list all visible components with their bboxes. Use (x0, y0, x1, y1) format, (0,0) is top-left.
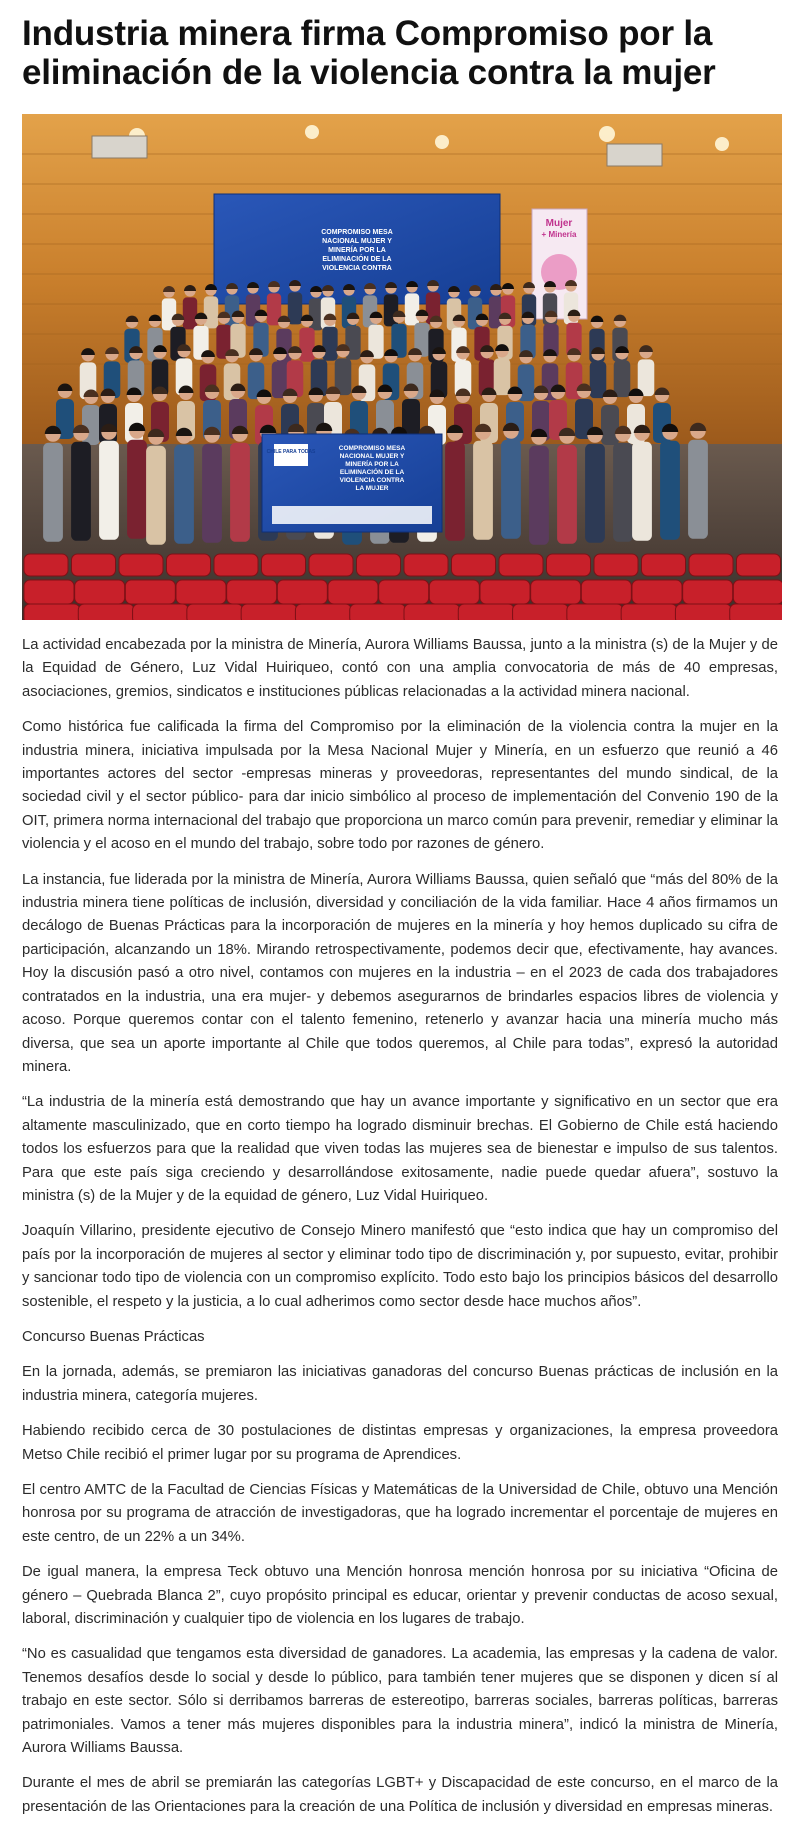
paragraph-1: La actividad encabezada por la ministra de Minería, Aurora Williams Baussa, junto a la ministra (s) de la Mujer y de la Equidad de Género, Luz Vidal Huiriqueo, contó con una amplia convocatoria de más de 40 empresas, asociaciones, gremios, sindicatos e instituciones públicas relacionadas a la actividad minera nacional. (22, 637, 778, 700)
auditorium-seat (429, 580, 479, 604)
auditorium-seat (594, 554, 638, 576)
auditorium-seat (621, 604, 677, 620)
auditorium-seat (632, 580, 682, 604)
crowd-person (183, 285, 197, 329)
auditorium-seat (642, 554, 686, 576)
auditorium-seat (379, 580, 429, 604)
article-title: Industria minera firma Compromiso por la eliminación de la violencia contra la mujer (22, 14, 716, 92)
auditorium-seat (350, 604, 406, 620)
section-subheading: Concurso Buenas Prácticas (22, 1328, 205, 1345)
paragraph-7: Habiendo recibido cerca de 30 postulaciones de distintas empresas y organizaciones, la empresa proveedora Metso Chile recibió el primer lugar por su programa de Aprendices. (22, 1423, 778, 1463)
auditorium-seat (675, 604, 731, 620)
auditorium-seat (24, 580, 74, 604)
front-banner-line-3: ELIMINACIÓN DE LA (339, 469, 405, 476)
auditorium-seat (737, 554, 781, 576)
auditorium-seat (227, 580, 277, 604)
auditorium-seat (513, 604, 569, 620)
paragraph-4: “La industria de la minería está demostrando que hay un avance importante y significativo en un sector que era altamente masculinizado, que en corto tiempo ha logrado disminuir brechas. El Gobierno de Chile está haciendo todos los esfuerzos para que la realidad que viven todas las mujeres sea de bienestar e impulso de sus talentos. Para que este país siga creciendo y desarrollándose exitosamente, nadie puede quedar afuera”, sostuvo la ministra (s) de la Mujer y de la equidad de género, Luz Vidal Huiriqueo. (22, 1094, 778, 1204)
auditorium-seat (404, 554, 448, 576)
auditorium-seat (499, 554, 543, 576)
paragraph-6: En la jornada, además, se premiaron las iniciativas ganadoras del concurso Buenas prácticas de inclusión en la industria minera, categoría mujeres. (22, 1364, 778, 1404)
auditorium-seat (547, 554, 591, 576)
auditorium-seat (733, 580, 782, 604)
auditorium-seat (119, 554, 163, 576)
auditorium-seat (24, 554, 68, 576)
auditorium-seat (567, 604, 623, 620)
auditorium-seat (309, 554, 353, 576)
crowd-person (335, 344, 352, 395)
auditorium-seat (581, 580, 631, 604)
poster-line-1: + Minería (541, 230, 577, 239)
back-banner-line-2: MINERÍA POR LA (328, 247, 386, 254)
back-banner-line-1: NACIONAL MUJER Y (322, 238, 392, 245)
auditorium-seat (328, 580, 378, 604)
paragraph-11: Durante el mes de abril se premiarán las categorías LGBT+ y Discapacidad de este concurso, en el marco de la presentación de las Orientaciones para la creación de una Política de inclusión y diversidad en empresas mineras. (22, 1775, 778, 1815)
front-banner-logo: CHILE PARA TODAS (266, 449, 316, 455)
group-photo (22, 114, 782, 620)
auditorium-seat (214, 554, 258, 576)
auditorium-seat (458, 604, 514, 620)
back-banner-line-0: COMPROMISO MESA (321, 229, 393, 236)
auditorium-seat (133, 604, 189, 620)
auditorium-seat (176, 580, 226, 604)
crowd-person (288, 280, 302, 324)
auditorium-seat (72, 554, 116, 576)
auditorium-seat (75, 580, 125, 604)
front-banner-line-1: NACIONAL MUJER Y (339, 453, 405, 460)
auditorium-seat (452, 554, 496, 576)
auditorium-seat (125, 580, 175, 604)
auditorium-seat (277, 580, 327, 604)
auditorium-seat (531, 580, 581, 604)
front-banner-line-0: COMPROMISO MESA (338, 445, 406, 452)
crowd-person (299, 315, 314, 362)
auditorium-seat (357, 554, 401, 576)
back-banner-line-3: ELIMINACIÓN DE LA (322, 256, 392, 263)
paragraph-10: “No es casualidad que tengamos esta diversidad de ganadores. La academia, las empresas y la cadena de valor. Tenemos desafíos desde lo social y desde lo público, para también tener mujeres que se disponen y dicen sí al trabajo en este sector. Sólo si derribamos barreras de estereotipo, barreras sociales, barreras políticas, barreras patrimoniales. Vamos a tener más mujeres disponibles para la industria minera”, indicó la ministra de Minería, Aurora Williams Baussa. (22, 1646, 778, 1757)
crowd-person (590, 347, 607, 398)
front-banner-line-4: VIOLENCIA CONTRA (339, 477, 405, 484)
paragraph-8: El centro AMTC de la Facultad de Ciencias Físicas y Matemáticas de la Universidad de Chile, obtuvo una Mención honrosa por su programa de atracción de investigadoras, que ha logrado incrementar el porcentaje de mujeres en este centro, de un 22% a un 34%. (22, 1482, 778, 1545)
front-banner-line-2: MINERÍA POR LA (345, 461, 399, 468)
article-body (22, 634, 778, 1819)
auditorium-seat (187, 604, 243, 620)
poster-line-0: Mujer (545, 218, 573, 229)
paragraph-3: La instancia, fue liderada por la ministra de Minería, Aurora Williams Baussa, quien señaló que “más del 80% de la industria minera tiene políticas de inclusión, diversidad y conciliación de la vida familiar. Hace 4 años firmamos un decálogo de Buenas Prácticas para la incorporación de mujeres en la minería y hoy hemos duplicado su cifra de participación, alcanzando un 18%. Mirando retrospectivamente, podemos decir que, efectivamente, hay avances. Hoy la discusión pasó a otro nivel, contamos con mujeres en la industria – en el 2023 de cada dos trabajadores contratados en la industria, una era mujer- y debemos asegurarnos de brindarles espacios libres de violencia y acoso. Porque queremos contar con el talento femenino, retenerlo y avanzar hacia una minería mucho más diversa, que sea un aporte importante al Chile que todos queremos, al Chile para todas”, expresó la autoridad minera. (22, 871, 778, 1075)
auditorium-seat (78, 604, 134, 620)
auditorium-seat (480, 580, 530, 604)
auditorium-seat (683, 580, 733, 604)
auditorium-seat (241, 604, 297, 620)
crowd-person (494, 344, 511, 395)
crowd-person (638, 345, 655, 396)
back-banner-line-4: VIOLENCIA CONTRA (322, 265, 392, 272)
auditorium-seat (262, 554, 306, 576)
paragraph-5: Joaquín Villarino, presidente ejecutivo de Consejo Minero manifestó que “esto indica que hay un compromiso del país por la incorporación de mujeres al sector y eliminar todo tipo de discriminación y, por supuesto, evitar, prohibir y sancionar todo tipo de violencia con un compromiso explícito. Todo esto bajo los principios básicos del desarrollo sostenible, el respeto y la justicia, a lo cual adherimos como sector desde hace muchos años”. (22, 1223, 778, 1310)
crowd-person (614, 346, 631, 397)
paragraph-2: Como histórica fue calificada la firma del Compromiso por la eliminación de la violencia contra la mujer en la industria minera, iniciativa impulsada por la Mesa Nacional Mujer y Minería, en un esfuerzo que reunió a 46 importantes actores del sector -empresas mineras y proveedoras, representantes del mundo sindical, de la sociedad civil y el sector público- para dar inicio simbólico al proceso de implementación del Convenio 190 de la OIT, primera norma internacional del trabajo que proporciona un marco común para prevenir, remediar y eliminar la violencia y el acoso en el mundo del trabajo, sobre todo por razones de género. (22, 719, 778, 853)
front-banner-line-5: LA MUJER (355, 485, 389, 492)
auditorium-seat (295, 604, 351, 620)
auditorium-seat (689, 554, 733, 576)
auditorium-seat (24, 604, 80, 620)
auditorium-seat (404, 604, 460, 620)
auditorium-seat (730, 604, 782, 620)
auditorium-seat (167, 554, 211, 576)
paragraph-9: De igual manera, la empresa Teck obtuvo una Mención honrosa mención honrosa por su iniciativa “Oficina de género – Quebrada Blanca 2”, cuyo propósito principal es educar, orientar y prevenir conductas de acoso sexual, laboral, discriminación y cualquier tipo de violencia en los lugares de trabajo. (22, 1564, 778, 1628)
